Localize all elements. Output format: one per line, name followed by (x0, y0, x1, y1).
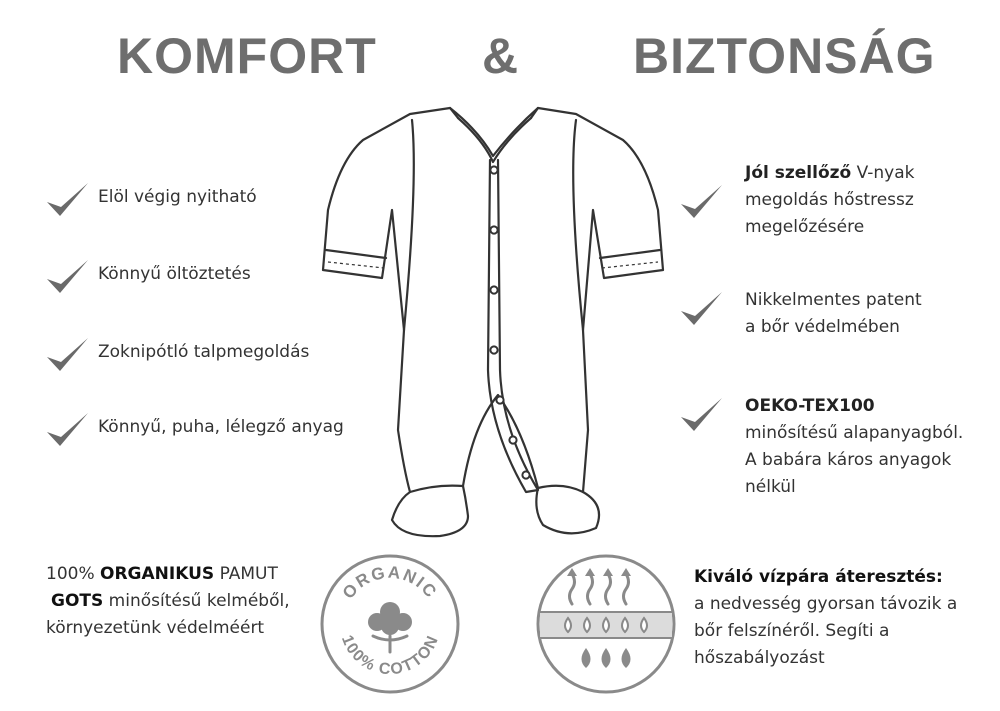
title-komfort: KOMFORT (117, 28, 377, 84)
feature-label: V-nyak (856, 163, 915, 183)
organic-text: 100% ORGANIKUS PAMUT GOTS minősítésű kelméből, környezetünk védelméért (46, 564, 290, 638)
feature-line: megelőzésére (745, 217, 865, 237)
feature-label: Zoknipótló talpmegoldás (98, 342, 310, 362)
check-icon (44, 257, 90, 297)
badge-bottom-text: 100% COTTON (337, 632, 443, 679)
check-icon (678, 395, 724, 435)
check-icon (678, 289, 724, 329)
feature-line: A babára káros anyagok (745, 450, 952, 470)
check-icon (44, 180, 90, 220)
check-icon (44, 410, 90, 450)
baby-sleepsuit-illustration (318, 100, 678, 550)
check-icon (44, 335, 90, 375)
feature-line: Nikkelmentes patent (745, 290, 922, 310)
breathable-title: Kiváló vízpára áteresztés: (694, 567, 943, 587)
feature-line: megoldás hőstressz (745, 190, 914, 210)
moisture-vapor-icon (534, 552, 678, 696)
feature-label: Könnyű, puha, lélegző anyag (98, 417, 344, 437)
badge-top-text: ORGANIC (338, 562, 442, 603)
breathable-text: Kiváló vízpára áteresztés: a nedvesség gyorsan távozik a bőr felszínéről. Segíti a hőszabályozást (694, 567, 958, 668)
feature-bold: OEKO-TEX100 (745, 396, 875, 416)
feature-label: Elöl végig nyitható (98, 187, 257, 207)
title-biztonsag: BIZTONSÁG (633, 28, 936, 84)
feature-bold: Jól szellőző (745, 163, 852, 183)
title-ampersand: & (482, 28, 520, 84)
feature-line: minősítésű alapanyagból. (745, 423, 964, 443)
organic-cotton-icon (318, 552, 462, 696)
feature-line: nélkül (745, 477, 796, 497)
check-icon (678, 182, 724, 222)
svg-text:ORGANIC (339, 563, 442, 603)
feature-label: Könnyű öltöztetés (98, 264, 251, 284)
feature-line: a bőr védelmében (745, 317, 900, 337)
